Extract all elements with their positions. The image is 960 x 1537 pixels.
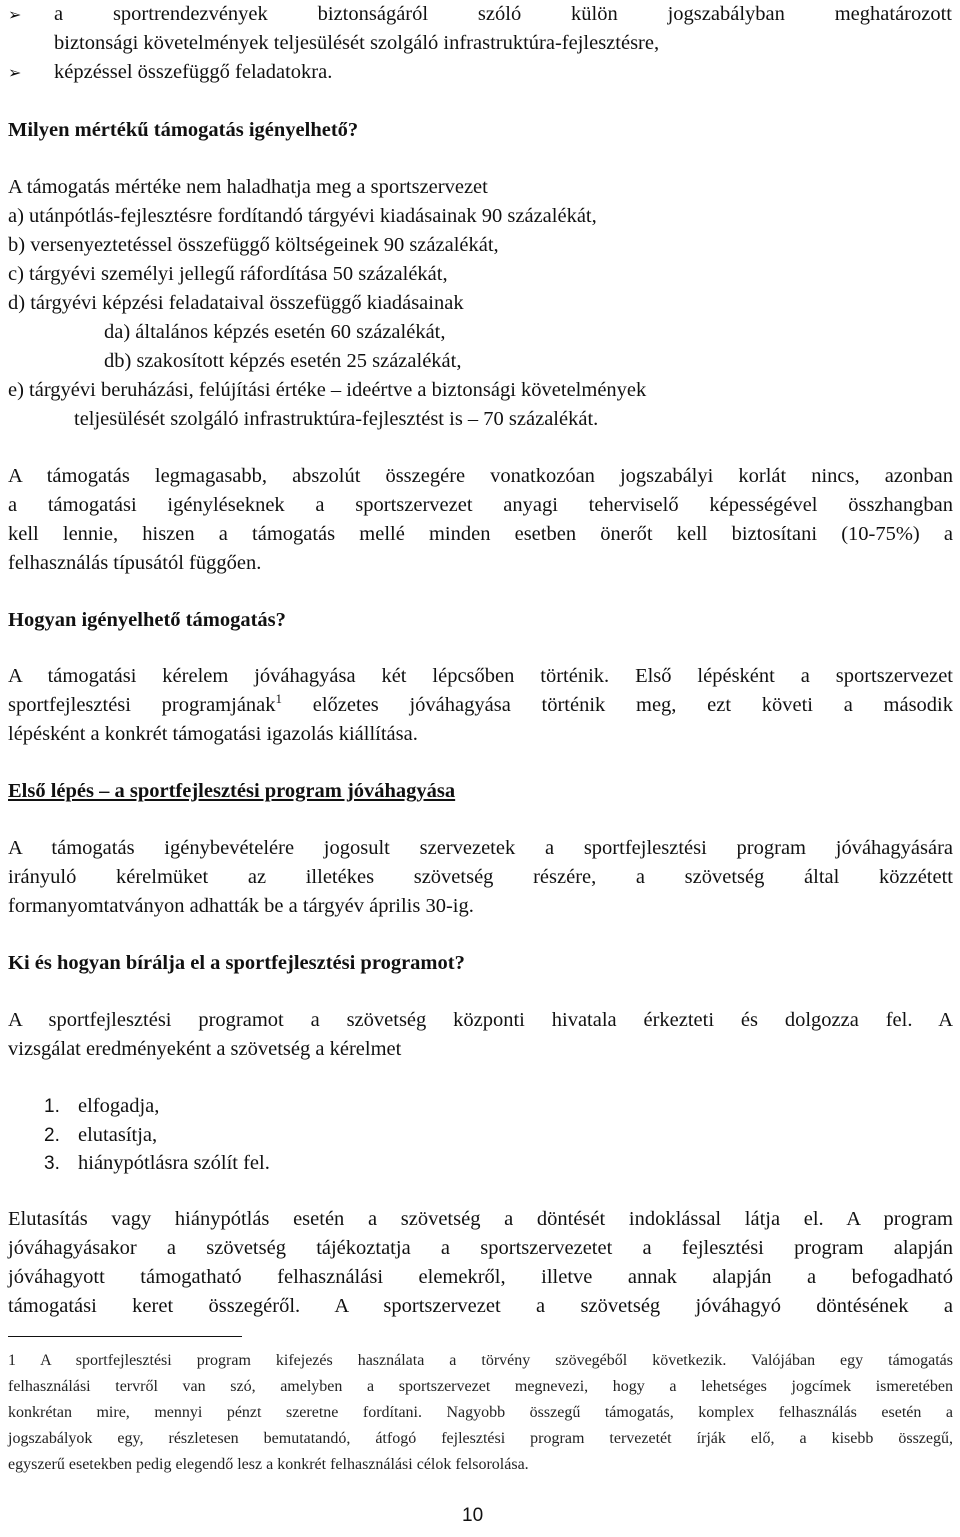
paragraph-line: vizsgálat eredményeként a szövetség a kérelmet [8,1038,402,1060]
arrow-bullet-icon: ➢ [8,5,22,24]
footnote-line: konkrétan mire, mennyi pénzt szeretne fordítani. Nagyobb összegű támogatás, komplex felhasználás esetén a [8,1404,953,1421]
paragraph-line: kell lennie, hiszen a támogatás mellé minden esetben önerőt kell biztosítani (10-75%) a [8,523,953,545]
section-heading: Első lépés – a sportfejlesztési program jóváhagyása [8,780,456,802]
support-item: a) utánpótlás-fejlesztésre fordítandó tárgyévi kiadásainak 90 százalékát, [8,205,597,227]
paragraph-line: lépésként a konkrét támogatási igazolás kiállítása. [8,723,418,745]
list-number: 2. [44,1125,60,1146]
footnote-reference[interactable]: 1 [275,691,283,707]
support-intro: A támogatás mértéke nem haladhatja meg a sportszervezet [8,176,488,198]
list-number: 1. [44,1096,60,1117]
bullet-item [8,58,960,87]
paragraph-line: a támogatási igényléseknek a sportszervezet anyagi teherviselő képességével összhangban [8,494,953,516]
paragraph-line: A támogatási kérelem jóváhagyása két lépcsőben történik. Első lépésként a sportszervezet [8,665,953,687]
list-item [44,1149,270,1178]
paragraph-line: Elutasítás vagy hiánypótlás esetén a szövetség a döntését indoklással látja el. A program [8,1208,953,1230]
list-item [44,1121,157,1150]
bullet-text-line: képzéssel összefüggő feladatokra. [54,61,333,83]
paragraph-line: formanyomtatványon adhatták be a tárgyév április 30-ig. [8,895,474,917]
support-item: b) versenyeztetéssel összefüggő költségeinek 90 százalékát, [8,234,499,256]
paragraph-line [8,691,953,720]
paragraph-text: sportfejlesztési programjának [8,694,276,716]
paragraph-text: előzetes jóváhagyása történik meg, ezt követi a második [282,694,953,716]
list-text: elutasítja, [78,1124,158,1146]
footnote-marker: 1 [8,1352,16,1369]
arrow-bullet-icon: ➢ [8,63,22,82]
paragraph-line: A támogatás legmagasabb, abszolút összegére vonatkozóan jogszabályi korlát nincs, azonban [8,465,953,487]
bullet-text-line: biztonsági követelmények teljesülését szolgáló infrastruktúra-fejlesztésre, [54,32,660,54]
section-heading: Ki és hogyan bírálja el a sportfejlesztési programot? [8,952,465,974]
section-heading: Hogyan igényelhető támogatás? [8,609,286,631]
list-number: 3. [44,1153,60,1174]
footnote-text: A sportfejlesztési program kifejezés használata a törvény szövegéből következik. Valójában egy támogatás [16,1352,953,1369]
section-heading: Milyen mértékű támogatás igényelhető? [8,119,359,141]
support-item: d) tárgyévi képzési feladataival összefüggő kiadásainak [8,292,464,314]
list-text: elfogadja, [78,1095,160,1117]
support-subitem: da) általános képzés esetén 60 százalékát, [104,321,446,343]
paragraph-line: jóváhagyásakor a szövetség tájékoztatja a sportszervezetet a fejlesztési program alapján [8,1237,953,1259]
footnote-line: jogszabályok egy, részletesen bemutatandó, átfogó fejlesztési program tervezetét írják elő, a kisebb összegű, [8,1430,953,1447]
page-number: 10 [462,1505,484,1526]
footnote-line [8,1348,953,1374]
list-item [44,1092,159,1121]
support-item-continuation: teljesülését szolgáló infrastruktúra-fejlesztést is – 70 százalékát. [74,408,599,430]
footnote-line: felhasználási tervről van szó, amelyben a sportszervezet megnevezi, hogy a lehetséges jogcímek ismeretében [8,1378,953,1395]
paragraph-line: irányuló kérelmüket az illetékes szövetség részére, a szövetség által közzétett [8,866,953,888]
footnote-separator [8,1336,242,1337]
paragraph-line: felhasználás típusától függően. [8,552,262,574]
list-text: hiánypótlásra szólít fel. [78,1152,270,1174]
paragraph-line: A sportfejlesztési programot a szövetség központi hivatala érkezteti és dolgozza fel. A [8,1009,953,1031]
paragraph-line: jóváhagyott támogatható felhasználási elemekről, illetve annak alapján a befogadható [8,1266,953,1288]
paragraph-line: A támogatás igénybevételére jogosult szervezetek a sportfejlesztési program jóváhagyására [8,837,953,859]
paragraph-line: támogatási keret összegéről. A sportszervezet a szövetség jóváhagyó döntésének a [8,1295,953,1317]
support-item: c) tárgyévi személyi jellegű ráfordítása 50 százalékát, [8,263,448,285]
bullet-item [8,0,960,58]
bullet-text-line: a sportrendezvények biztonságáról szóló külön jogszabályban meghatározott [54,3,952,25]
footnote-line: egyszerű esetekben pedig elegendő lesz a konkrét felhasználási célok felsorolása. [8,1456,529,1473]
support-item: e) tárgyévi beruházási, felújítási értéke – ideértve a biztonsági követelmények [8,379,647,401]
support-subitem: db) szakosított képzés esetén 25 százalékát, [104,350,462,372]
